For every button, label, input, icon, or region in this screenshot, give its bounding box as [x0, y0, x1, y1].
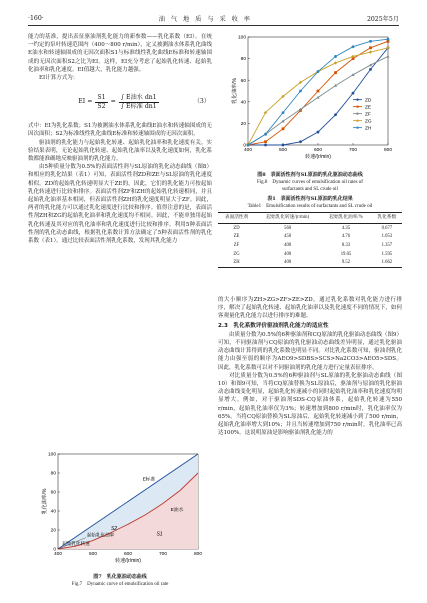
- fig8-data-point: [334, 55, 337, 58]
- fig8-data-point: [299, 90, 302, 93]
- table1-title-en: Table1 Emulsification results of surfactants and SL crude oil: [247, 204, 373, 209]
- fig8-x-tick-label: 600: [313, 148, 323, 153]
- equation-3: EI = $\frac{S1}{S2}$ = ∫ E油水 dn1 ∫ E标准 dn1 （3）: [78, 93, 210, 110]
- fig7-y-tick-label: 20: [50, 528, 56, 534]
- fig7-y-tick-label: 100: [47, 452, 56, 458]
- right-paragraph-2: 由质量分数为0.5%的6种驱油剂和CQ原油的乳化驱油动态曲线（图9）可知，不同驱油剂与CQ原油的乳化驱油动态曲线差异明显，通过乳化驱油动态曲线计算得到的乳化系数也明显不同。对比乳化系数可知，驱油剂乳化能力由强至弱的顺序为AEO9>SDBS>SCS>Na2CO3>AEO5>SDS。因此，乳化系数可以对不同驱油剂的乳化能力进行定量表征排序。: [218, 331, 402, 371]
- table-row: [218, 224, 402, 233]
- fig8-x-axis-label: 转速/(r/min): [305, 154, 331, 160]
- issue-date: 2025年5月: [366, 15, 399, 23]
- fig8-data-point: [352, 92, 355, 95]
- fig7-x-tick-label: 600: [123, 552, 133, 557]
- left-paragraph-2: EI计算方式为：: [39, 75, 79, 82]
- right-paragraph-1: 的大小顺序为ZH>ZG>ZF>ZE>ZD。通过乳化系数对乳化能力进行排序，解决了起始乳化转速、起始乳化油率以及乳化速度不同的情况下，如何客观量化乳化能力以进行排序的难题。: [218, 297, 402, 320]
- fig8-legend-label: ZD: [365, 98, 372, 104]
- numerator-s1: S1: [95, 94, 107, 103]
- section-heading-2-3: 2.3 乳化系数评价驱油剂乳化能力的适应性: [218, 322, 329, 329]
- fig8-y-tick-label: 60: [240, 78, 246, 84]
- table-row: [218, 258, 402, 267]
- table1-header: 乳化系数: [372, 213, 402, 224]
- fig8-data-point: [334, 113, 337, 116]
- fig7-annotation-s1: S1: [156, 531, 163, 538]
- fig7-y-tick-label: 80: [50, 471, 56, 477]
- table-cell: 8.33: [341, 242, 351, 248]
- fig7-x-tick-label: 500: [88, 552, 98, 557]
- fig8-data-point: [299, 140, 302, 143]
- table-1: [218, 196, 402, 268]
- page-number: ·160·: [28, 14, 44, 22]
- fig7-x-axis-label: 转速/(r/min): [115, 558, 141, 564]
- fig8-legend-marker: [356, 126, 358, 128]
- table-cell: 1.595: [381, 251, 393, 257]
- fig8-data-point: [334, 71, 337, 74]
- fig7-caption-cn: 图7 乳化驱油动态曲线: [93, 574, 147, 580]
- fig8-data-point: [369, 46, 372, 49]
- right-paragraph-3: 对比质量分数为0.5%的6种驱油剂与SL原油的乳化驱油动态曲线（图10）和图9可知，当将CQ原油替换为SL原油后，驱油剂与原油的乳化驱油动态曲线变化明显，起始乳化转速减小的同时起始乳化油率和乳化速度均明显增大。例如，对于驱油剂SDS-CQ原油体系，起始乳化转速为550 r/min，起始乳化油率仅为3%；转速增加到800 r/min时，乳化油率仅为65%。当将CQ原油替换为SL原油后，起始乳化转速减小到了500 r/min，起始乳化油率增大到10%；并且当转速增加到750 r/min时，乳化油率已高达100%。这说明原油是影响驱油剂乳化能力的: [218, 372, 402, 437]
- table-cell: 0.677: [381, 225, 393, 231]
- fig8-y-tick-label: 20: [240, 122, 246, 127]
- fig8-data-point: [317, 90, 320, 93]
- table-row: [218, 233, 402, 242]
- table-cell: 4.35: [341, 225, 351, 231]
- equation-number: （3）: [193, 98, 210, 106]
- fig8-x-tick-label: 500: [278, 148, 288, 153]
- fig8-legend-marker: [356, 105, 358, 107]
- fig8-data-point: [369, 68, 372, 71]
- table-cell: ZE: [233, 234, 240, 240]
- fig8-data-point: [387, 38, 390, 41]
- fig8-legend-marker: [356, 98, 358, 100]
- table-cell: ZF: [233, 242, 240, 248]
- fig8-data-point: [386, 55, 389, 58]
- table-cell: ZD: [233, 225, 240, 231]
- fig8-data-point: [369, 50, 372, 53]
- fig7-x-tick-label: 800: [193, 552, 203, 557]
- left-column: [28, 33, 212, 245]
- fig8-caption-en-1: Fig.8 Dynamic curves of emulsification oil rates of: [257, 180, 363, 185]
- fig8-legend-label: ZG: [365, 119, 372, 125]
- fig8-data-point: [352, 45, 355, 48]
- fig8-data-point: [264, 144, 267, 147]
- fig8-legend-label: ZF: [365, 112, 371, 118]
- figure-7: [28, 450, 212, 588]
- table-cell: 1.662: [372, 258, 402, 267]
- table-cell: 19.05: [340, 251, 352, 257]
- fig7-series-label: E油水: [170, 508, 184, 513]
- table-cell: 1.053: [381, 234, 393, 240]
- fig8-x-tick-label: 700: [348, 148, 358, 153]
- table-cell: 4.76: [341, 234, 351, 240]
- fig8-legend-label: ZH: [365, 126, 372, 132]
- equation-lhs: EI =: [78, 98, 93, 106]
- right-column: [218, 296, 402, 437]
- fig8-data-point: [317, 131, 320, 134]
- fig8-data-point: [317, 70, 320, 73]
- table-cell: 400: [284, 251, 292, 257]
- fig7-x-tick-label: 700: [158, 552, 168, 557]
- fig8-legend-marker: [356, 119, 358, 121]
- fig8-y-tick-label: 100: [237, 35, 246, 41]
- fig8-caption-en-2: surfactants and SL crude oil: [282, 187, 338, 192]
- fraction-integral: [119, 94, 159, 111]
- table-cell: ZH: [218, 258, 255, 267]
- left-paragraph-5: 由5种质量分数为0.5%的表面活性剂与SL原油的乳化动态曲线（图8）和相应的乳化结果（表1）可知，表面活性剂ZD和ZE与SL原油的乳化速度相似。ZD的起始乳化转速明显大于ZE的，因此，它们的乳化能力可按起始乳化转速进行比较和排序。表面活性剂ZF和ZH的起始乳化转速相同，并且起始乳化油率基本相同，但表面活性剂ZH的乳化速度明显大于ZF。因此，两者的乳化能力可以通过乳化速度进行比较和排序。值得注意的是，表面活性剂ZH和ZG的起始乳化油率和乳化速度均不相同。因此，不能单独用起始乳化转速及其对应的乳化油率和乳化速度进行比较和排序。利用5种表面活性剂的乳化动态曲线，根据乳化系数计算方法确定了5种表面活性剂的乳化系数（表1）。通过比较表面活性剂乳化系数，发现其乳化能力: [28, 164, 212, 245]
- table-row: [218, 250, 402, 259]
- page-header: [28, 12, 399, 24]
- fig8-data-point: [334, 61, 337, 64]
- fig7-y-tick-label: 60: [50, 490, 56, 496]
- fig8-y-tick-label: 0: [243, 143, 246, 149]
- left-paragraph-3: 式中：EI为乳化系数；S1为被测油水体系乳化曲线E油水和转速轴围成的无因次面积；S2为标准线性乳化曲线E标准和转速轴围成的无因次面积。: [28, 123, 212, 138]
- fig7-x-tick-label: 400: [53, 552, 63, 557]
- table1-grid: [218, 212, 402, 268]
- table-cell: 450: [284, 234, 292, 240]
- fig8-legend-label: ZE: [365, 105, 372, 111]
- fig8-x-tick-label: 400: [243, 148, 253, 153]
- fig7-series-label: E标准: [142, 477, 156, 483]
- fig8-data-point: [282, 111, 285, 114]
- table-cell: 400: [255, 258, 320, 267]
- fig8-chart: [218, 33, 402, 168]
- fig8-data-point: [264, 133, 267, 136]
- left-paragraph-4: 驱油剂的乳化能力与起始乳化转速、起始乳化油率和乳化速度有关。实验结果表明，无论起始乳化转速、起始乳化油率以及乳化速度如何，乳化系数都能准确地反映驱油剂的乳化能力。: [28, 139, 212, 163]
- fig8-data-point: [264, 140, 267, 143]
- table1-header: 起始乳化转速/(r/min): [255, 213, 320, 224]
- journal-title: 油 气 地 质 与 采 收 率: [158, 15, 252, 23]
- table1-header: 起始乳化油率/%: [320, 213, 371, 224]
- fig7-annotation-start-speed: 起始乳化转速: [62, 541, 90, 547]
- table-cell: ZG: [233, 251, 240, 257]
- table1-title-cn: 表1 表面活性剂与SL原油的乳化结果: [267, 196, 353, 202]
- table-cell: 9.52: [320, 258, 371, 267]
- fig8-data-point: [282, 127, 285, 130]
- fig8-y-tick-label: 80: [240, 57, 246, 63]
- fig8-data-point: [247, 144, 250, 147]
- fig8-legend-marker: [356, 112, 358, 114]
- fraction-s: [95, 94, 107, 111]
- figure-8: [218, 33, 402, 193]
- table-cell: 1.357: [381, 242, 393, 248]
- fig7-chart: [28, 450, 212, 570]
- header-rule: [28, 25, 399, 26]
- fig7-annotation-s2: S2: [110, 526, 118, 532]
- integral-numerator: ∫ E油水 dn1: [119, 94, 159, 103]
- fig7-y-tick-label: 0: [53, 547, 56, 553]
- fig7-caption-en: Fig.7 Dynamic curve of emulsification oil rate: [71, 582, 169, 587]
- fig8-y-tick-label: 40: [240, 100, 246, 106]
- fig8-caption-cn: 图8 表面活性剂与SL原油的乳化驱油动态曲线: [257, 172, 363, 178]
- fig8-data-point: [369, 40, 372, 43]
- fig8-data-point: [282, 144, 285, 147]
- fig7-y-axis-label: 乳化油率/%: [42, 488, 48, 515]
- fig8-x-tick-label: 800: [383, 148, 393, 153]
- table-cell: 560: [284, 225, 292, 231]
- fig7-y-tick-label: 40: [50, 509, 56, 515]
- fig7-annotation-start-rate: 起始乳化油率: [86, 532, 115, 538]
- integral-denominator: ∫ E标准 dn1: [120, 102, 157, 110]
- table-row: [218, 241, 402, 250]
- table-cell: 400: [284, 242, 292, 248]
- table1-header: 表面活性剂: [218, 213, 255, 224]
- denominator-s2: S2: [97, 102, 106, 110]
- fig8-y-axis-label: 乳化油率/%: [232, 78, 238, 104]
- left-paragraph-1: 能力的基准，提出表征驱油剂乳化能力的新参数——乳化系数（EI）。在统一约定的泵叶转速范围内（400～800 r/min），定义被测油水体系乳化曲线E油水和转速轴围成的无因次面积S1与标准线性乳化曲线E标准和转速轴围成的无因次面积S2之比为EI。这样，EI充分考虑了起始乳化转速、起始乳化油率和乳化速度。EI值越大，乳化能力越强。: [28, 34, 212, 73]
